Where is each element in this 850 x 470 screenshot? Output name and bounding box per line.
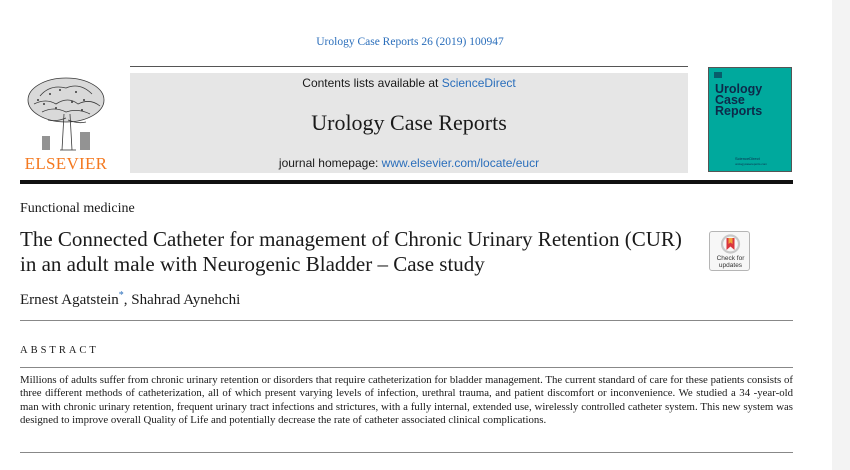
cover-small-text-2: urologycasereports.com [735, 162, 768, 166]
author-link-2[interactable]: Shahrad Aynehchi [131, 292, 241, 308]
cover-publisher-mark [714, 72, 722, 78]
elsevier-wordmark: ELSEVIER [24, 154, 108, 173]
author-link-1[interactable]: Ernest Agatstein [20, 292, 119, 308]
citation-link[interactable]: Urology Case Reports 26 (2019) 100947 [316, 36, 504, 48]
check-for-updates-label: Check for updates [716, 255, 745, 269]
divider-authors [20, 320, 793, 321]
journal-homepage-link[interactable]: www.elsevier.com/locate/eucr [381, 156, 540, 170]
header-thick-rule [20, 180, 793, 184]
corresponding-author-mark[interactable]: * [118, 290, 124, 301]
bookmark-ribbon-icon [710, 232, 751, 256]
contents-prefix: Contents lists available at [302, 76, 442, 90]
journal-cover-thumbnail[interactable] [708, 67, 792, 172]
header-top-rule [130, 66, 688, 67]
abstract-heading: ABSTRACT [20, 345, 99, 356]
article-category: Functional medicine [20, 201, 135, 216]
author-separator: , [123, 292, 132, 308]
contents-available-line [130, 76, 688, 90]
cover-small-text: ScienceDirect [735, 156, 760, 161]
divider-abstract-bottom [20, 452, 793, 453]
abstract-body: Millions of adults suffer from chronic urinary retention or disorders that require catheterization for bladder management. The current standard of care for these patients consists of three different methods of catheterization, all of which present varying levels of infection, urethral trauma, and patient discomfort or inconvenience. We studied a 34 -year-old man with chronic urinary retention, frequent urinary tract infections and strictures, with a fully internal, extended use, wirelessly controlled catheter system. This new system was designed to improve overall Quality of Life and potentially decrease the rate of catheter associated clinical complications. [20, 374, 793, 427]
check-for-updates-button[interactable] [709, 231, 750, 271]
homepage-prefix: journal homepage: [278, 156, 382, 170]
divider-abstract-top [20, 367, 793, 368]
sciencedirect-link[interactable]: ScienceDirect [441, 76, 516, 90]
author-list [20, 290, 240, 309]
journal-title: Urology Case Reports [311, 110, 507, 135]
cover-title: Urology Case Reports [715, 82, 763, 118]
article-title: The Connected Catheter for management of Chronic Urinary Retention (CUR) in an adult male with Neurogenic Bladder – Case study [20, 227, 682, 276]
page-edge-strip [832, 0, 850, 470]
journal-homepage-line [130, 156, 688, 170]
